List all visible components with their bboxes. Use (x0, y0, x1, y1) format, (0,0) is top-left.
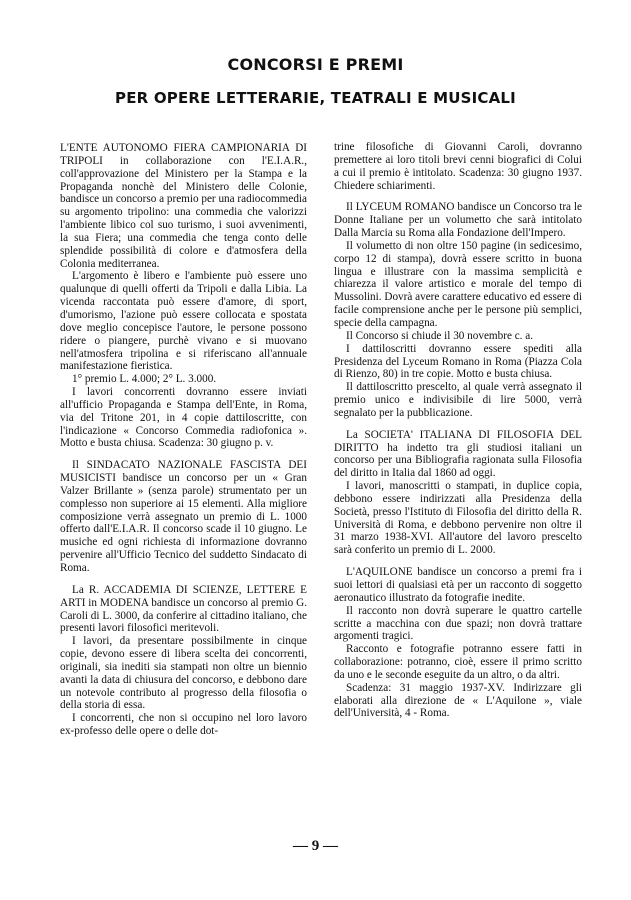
paragraph-concorrenti: I concorrenti, che non si occupino nel loro lavoro ex-professo delle opere o delle dot- (60, 712, 307, 738)
page-title: CONCORSI E PREMI (227, 55, 404, 74)
page-subtitle: PER OPERE LETTERARIE, TEATRALI E MUSICALI (115, 89, 516, 107)
paragraph-fiera-tripoli: L'ENTE AUTONOMO FIERA CAMPIONARIA DI TRIPOLI in collaborazione con l'E.I.A.R., coll'approvazione del Ministero per la Stampa e la Propaganda nonchè del Ministero delle Colonie, bandisce un concorso a premio per una radiocommedia su argomento tripolino: una commedia che valorizzi l'ambiente libico col suo turismo, i suoi avvenimenti, la sua Fiera; una commedia che tenga conto delle splendide possibilità di colore e d'atmosfera della Colonia mediterranea. (60, 142, 307, 270)
left-column (60, 142, 307, 738)
right-column (334, 141, 582, 720)
paragraph-aquilone: L'AQUILONE bandisce un concorso a premi fra i suoi lettori di qualsiasi età per un racconto di soggetto aeronautico illustrato da fotografie inedite. (334, 566, 582, 604)
paragraph-premio-unico: Il dattiloscritto prescelto, al quale verrà assegnato il premio unico e indivisibile di lire 5000, verrà segnalato per la pubblicazione. (334, 381, 582, 419)
paragraph-lavori-manoscritti: I lavori, manoscritti o stampati, in duplice copia, debbono essere indirizzati alla Presidenza della Società, presso l'Istituto di Filosofia del diritto della R. Università di Roma, e debbono pervenire non oltre il 31 marzo 1938-XVI. All'autore del lavoro prescelto sarà conferito un premio di L. 2000. (334, 480, 582, 557)
paragraph-volumetto: Il volumetto di non oltre 150 pagine (in sedicesimo, corpo 12 di stampa), dovrà essere scritto in buona lingua e illustrare con la massima semplicità e chiarezza il valore artistico e morale del tempo di Mussolini. Dovrà avere carattere educativo ed essere di facile comprensione anche per le persone più semplici, specie della campagna. (334, 239, 582, 329)
paragraph-accademia-modena: La R. ACCADEMIA DI SCIENZE, LETTERE E ARTI in MODENA bandisce un concorso al premio G. Caroli di L. 3000, da conferire al cittadino italiano, che presenti lavori filosofici meritevoli. (60, 583, 307, 635)
paragraph-continuazione-caroli: trine filosofiche di Giovanni Caroli, dovranno premettere ai loro titoli brevi cenni biografici di Colui a cui il premio è intitolato. Scadenza: 30 giugno 1937. Chiedere schiarimenti. (334, 141, 582, 192)
paragraph-societa-filosofia: La SOCIETA' ITALIANA DI FILOSOFIA DEL DIRITTO ha indetto tra gli studiosi italiani un concorso per una Bibliografia ragionata sulla Filosofia del diritto in Italia dal 1860 ad oggi. (334, 428, 582, 480)
page-number: — 9 — (293, 838, 338, 854)
paragraph-argomento: L'argomento è libero e l'ambiente può essere uno qualunque di quelli offerti da Tripoli e dalla Libia. La vicenda raccontata può essere d'amore, di sport, d'umorismo, l'azione può essere collocata e spostata dove meglio concepisce l'autore, le persone possono ridere o piangere, purchè vivano e si muovano nell'atmosfera tripolina e si riferiscano all'annuale manifestazione fieristica. (60, 270, 307, 373)
paragraph-dattiloscritti: I dattiloscritti dovranno essere spediti alla Presidenza del Lyceum Romano in Roma (Piazza Cola di Rienzo, 80) in tre copie. Motto e busta chiusa. (334, 342, 582, 381)
paragraph-sindacato-musicisti: Il SINDACATO NAZIONALE FASCISTA DEI MUSICISTI bandisce un concorso per un « Gran Valzer Brillante » (senza parole) strumentato per un complesso non superiore ai 15 elementi. Alla migliore composizione verrà assegnato un premio di L. 1000 offerto dall'E.I.A.R. Il concorso scade il 10 giugno. Le musiche ed ogni richiesta di informazione dovranno pervenire all'Ufficio Tecnico del suddetto Sindacato di Roma. (60, 459, 307, 574)
paragraph-invio-lavori: I lavori concorrenti dovranno essere inviati all'ufficio Propaganda e Stampa dell'Ente, in Roma, via del Tritone 201, in 4 copie dattiloscritte, con l'indicazione « Concorso Commedia radiofonica ». Motto e busta chiusa. Scadenza: 30 giugno p. v. (60, 386, 307, 450)
paragraph-lavori-copie: I lavori, da presentare possibilmente in cinque copie, devono essere di libera scelta dei concorrenti, originali, sia inediti sia stampati non oltre un biennio avanti la data di chiusura del concorso, e debbono dare un notevole contributo al progresso della filosofia o della storia di essa. (60, 635, 307, 712)
paragraph-lyceum-romano: Il LYCEUM ROMANO bandisce un Concorso tra le Donne Italiane per un volumetto che sarà intitolato Dalla Marcia su Roma alla Fondazione dell'Impero. (334, 201, 582, 240)
paragraph-chiusura: Il Concorso si chiude il 30 novembre c. a. (346, 329, 534, 342)
paragraph-collaborazione: Racconto e fotografie potranno essere fatti in collaborazione: potranno, cioè, essere il primo scritto da uno e le seconde eseguite da un altro, o da altri. (334, 643, 582, 681)
paragraph-scadenza-aquilone: Scadenza: 31 maggio 1937-XV. Indirizzare gli elaborati alla direzione de « L'Aquilone », viale dell'Università, 4 - Roma. (334, 681, 582, 720)
paragraph-premi: 1° premio L. 4.000; 2° L. 3.000. (72, 373, 217, 386)
paragraph-racconto: Il racconto non dovrà superare le quattro cartelle scritte a macchina con due spazi; non dovrà trattare argomenti tragici. (334, 604, 582, 643)
